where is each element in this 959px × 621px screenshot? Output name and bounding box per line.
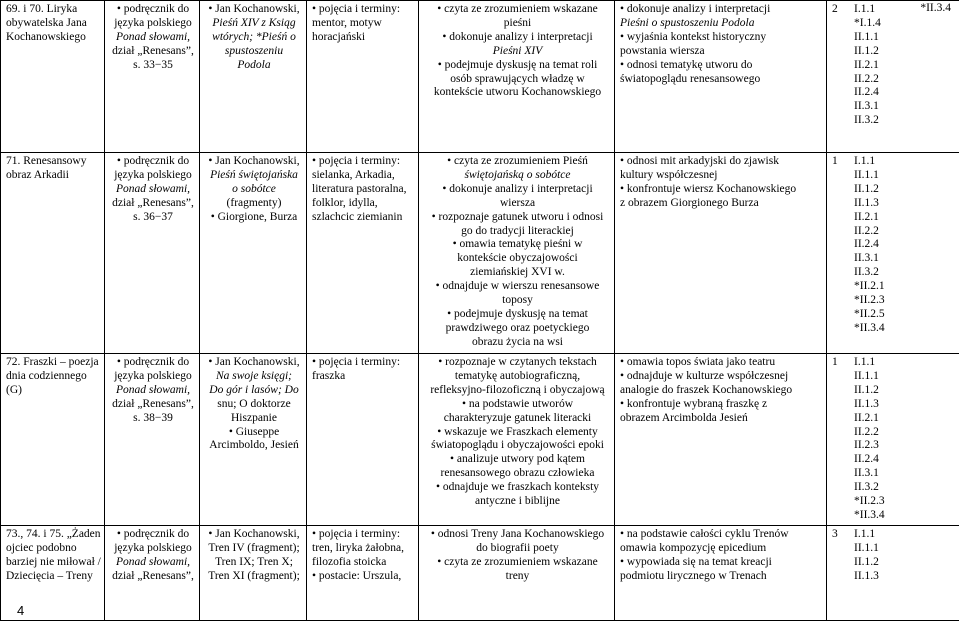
cell-text-line: I.1.1 xyxy=(854,155,885,169)
cell-text-line: 71. Renesansowy xyxy=(6,155,101,169)
cell-text-line: kultury współczesnej xyxy=(620,169,823,183)
cell-text-line: pieśni xyxy=(424,17,611,31)
lesson-hours: 2 xyxy=(832,3,854,17)
cell-text-line: • omawia topos świata jako teatru xyxy=(620,356,823,370)
cell-text-line: *II.2.1 xyxy=(854,280,885,294)
lesson-hours: 3 xyxy=(832,528,854,542)
extended-requirements-cell xyxy=(615,153,827,354)
terms-cell xyxy=(307,354,419,526)
lesson-hours: 1 xyxy=(832,155,854,169)
cell-text-line: (G) xyxy=(6,384,101,398)
cell-text-line: II.2.1 xyxy=(854,59,881,73)
cell-text-line: sielanka, Arkadia, xyxy=(312,169,415,183)
cell-text-line: Arcimboldo, Jesień xyxy=(205,439,303,453)
cell-text-line: • Jan Kochanowski, xyxy=(205,3,303,17)
cell-text-line: II.3.2 xyxy=(854,481,885,495)
cell-text-line: s. 36−37 xyxy=(110,211,196,225)
cell-text-line: • Jan Kochanowski, xyxy=(205,528,303,542)
cell-text-line: charakteryzuje gatunek literacki xyxy=(424,412,611,426)
requirement-codes xyxy=(854,155,885,336)
cell-text-line: II.2.1 xyxy=(854,412,885,426)
cell-text-line: dział „Renesans”, xyxy=(110,45,196,59)
cell-text-line: • podejmuje dyskusję na temat roli xyxy=(424,59,611,73)
cell-text-line: obrazu życia na wsi xyxy=(424,336,611,350)
header-code: *II.3.4 xyxy=(918,2,953,15)
cell-text-line: podmiotu lirycznego w Trenach xyxy=(620,570,823,584)
terms-cell xyxy=(307,153,419,354)
cell-text-line: go do tradycji literackiej xyxy=(424,225,611,239)
cell-text-line: wiersza xyxy=(424,197,611,211)
cell-text-line: 69. i 70. Liryka xyxy=(6,3,101,17)
cell-text-line: • dokonuje analizy i interpretacji xyxy=(424,31,611,45)
cell-text-line: Ponad słowami, xyxy=(110,384,196,398)
cell-text-line: II.1.3 xyxy=(854,398,885,412)
literary-texts-cell xyxy=(200,354,307,526)
cell-text-line: • czyta ze zrozumieniem wskazane xyxy=(424,556,611,570)
textbook-cell xyxy=(105,1,200,153)
cell-text-line: II.1.3 xyxy=(854,570,879,584)
activities-cell xyxy=(419,1,615,153)
cell-text-line: II.2.1 xyxy=(854,211,885,225)
cell-text-line: • podręcznik do xyxy=(110,528,196,542)
cell-text-line: Tren XI (fragment); xyxy=(205,570,303,584)
cell-text-line: II.1.2 xyxy=(854,183,885,197)
cell-text-line: II.2.4 xyxy=(854,238,885,252)
cell-text-line: • odnosi tematykę utworu do xyxy=(620,59,823,73)
extended-requirements-cell xyxy=(615,354,827,526)
cell-text-line: • omawia tematykę pieśni w xyxy=(424,238,611,252)
cell-text-line: I.1.1 xyxy=(854,528,879,542)
cell-text-line: Hiszpanie xyxy=(205,412,303,426)
cell-text-line: świętojańską o sobótce xyxy=(424,169,611,183)
cell-text-line: II.2.4 xyxy=(854,86,881,100)
cell-text-line: II.1.1 xyxy=(854,370,885,384)
cell-text-line: z obrazem Giorgionego Burza xyxy=(620,197,823,211)
cell-text-line: toposy xyxy=(424,294,611,308)
cell-text-line: II.3.1 xyxy=(854,467,885,481)
cell-text-line: II.3.2 xyxy=(854,266,885,280)
cell-text-line: • odnajduje w wierszu renesansowe xyxy=(424,280,611,294)
hours-requirements-cell xyxy=(827,354,959,526)
cell-text-line: o sobótce xyxy=(205,183,303,197)
cell-text-line: snu; O doktorze xyxy=(205,398,303,412)
cell-text-line: refleksyjno-filozoficzną i obyczajową xyxy=(424,384,611,398)
cell-text-line: II.3.2 xyxy=(854,114,881,128)
table-row xyxy=(1,1,959,153)
cell-text-line: renesansowego obrazu człowieka xyxy=(424,467,611,481)
cell-text-line: ojciec podobno xyxy=(6,542,101,556)
cell-text-line: Ponad słowami, xyxy=(110,183,196,197)
cell-text-line: • odnajduje w kulturze współczesnej xyxy=(620,370,823,384)
page-number: 4 xyxy=(17,603,24,618)
cell-text-line: Pieśni o spustoszeniu Podola xyxy=(620,17,823,31)
activities-cell xyxy=(419,354,615,526)
cell-text-line: tematykę autobiograficzną, xyxy=(424,370,611,384)
cell-text-line: Pieśni XIV xyxy=(424,45,611,59)
cell-text-line: spustoszeniu xyxy=(205,45,303,59)
cell-text-line: języka polskiego xyxy=(110,17,196,31)
hours-requirements-cell xyxy=(827,526,959,621)
cell-text-line: horacjański xyxy=(312,31,415,45)
cell-text-line: literatura pastoralna, xyxy=(312,183,415,197)
cell-text-line: *II.3.4 xyxy=(854,509,885,523)
cell-text-line: • konfrontuje wiersz Kochanowskiego xyxy=(620,183,823,197)
cell-text-line: prawdziwego oraz poetyckiego xyxy=(424,322,611,336)
cell-text-line: Tren IV (fragment); xyxy=(205,542,303,556)
cell-text-line: omawia kompozycję epicedium xyxy=(620,542,823,556)
cell-text-line: Kochanowskiego xyxy=(6,31,101,45)
requirement-codes xyxy=(854,528,879,584)
cell-text-line: II.1.2 xyxy=(854,384,885,398)
cell-text-line: II.1.1 xyxy=(854,542,879,556)
cell-text-line: dział „Renesans”, xyxy=(110,197,196,211)
cell-text-line: • konfrontuje wybraną fraszkę z xyxy=(620,398,823,412)
cell-text-line: analogie do fraszek Kochanowskiego xyxy=(620,384,823,398)
cell-text-line: tren, liryka żałobna, xyxy=(312,542,415,556)
cell-text-line: języka polskiego xyxy=(110,370,196,384)
cell-text-line: • analizuje utwory pod kątem xyxy=(424,453,611,467)
cell-text-line: • rozpoznaje w czytanych tekstach xyxy=(424,356,611,370)
cell-text-line: Ponad słowami, xyxy=(110,556,196,570)
cell-text-line: • Giuseppe xyxy=(205,426,303,440)
cell-text-line: II.2.4 xyxy=(854,453,885,467)
cell-text-line: obraz Arkadii xyxy=(6,169,101,183)
cell-text-line: • dokonuje analizy i interpretacji xyxy=(424,183,611,197)
cell-text-line: barziej nie miłował / xyxy=(6,556,101,570)
cell-text-line: kontekście utworu Kochanowskiego xyxy=(424,86,611,100)
lesson-topic-cell xyxy=(1,153,105,354)
cell-text-line: • dokonuje analizy i interpretacji xyxy=(620,3,823,17)
cell-text-line: • na podstawie utworów xyxy=(424,398,611,412)
cell-text-line: wtórych; *Pieśń o xyxy=(205,31,303,45)
cell-text-line: • Jan Kochanowski, xyxy=(205,356,303,370)
cell-text-line: • odnosi mit arkadyjski do zjawisk xyxy=(620,155,823,169)
cell-text-line: • podręcznik do xyxy=(110,155,196,169)
textbook-cell xyxy=(105,526,200,621)
cell-text-line: szlachcic ziemianin xyxy=(312,211,415,225)
cell-text-line: filozofia stoicka xyxy=(312,556,415,570)
cell-text-line: obywatelska Jana xyxy=(6,17,101,31)
cell-text-line: obrazem Arcimbolda Jesień xyxy=(620,412,823,426)
activities-cell xyxy=(419,526,615,621)
hours-requirements-cell xyxy=(827,153,959,354)
cell-text-line: światopoglądu i obyczajowości epoki xyxy=(424,439,611,453)
cell-text-line: 72. Fraszki – poezja xyxy=(6,356,101,370)
lesson-hours: 1 xyxy=(832,356,854,370)
cell-text-line: • podręcznik do xyxy=(110,3,196,17)
cell-text-line: • podejmuje dyskusję na temat xyxy=(424,308,611,322)
cell-text-line: folklor, idylla, xyxy=(312,197,415,211)
cell-text-line: Pieśń XIV z Ksiąg xyxy=(205,17,303,31)
table-row xyxy=(1,354,959,526)
cell-text-line: Pieśń świętojańska xyxy=(205,169,303,183)
cell-text-line: II.1.1 xyxy=(854,169,885,183)
textbook-cell xyxy=(105,153,200,354)
cell-text-line: *II.3.4 xyxy=(854,322,885,336)
cell-text-line: • Giorgione, Burza xyxy=(205,211,303,225)
cell-text-line: • Jan Kochanowski, xyxy=(205,155,303,169)
lesson-topic-cell xyxy=(1,1,105,153)
literary-texts-cell xyxy=(200,1,307,153)
cell-text-line: języka polskiego xyxy=(110,169,196,183)
cell-text-line: • rozpoznaje gatunek utworu i odnosi xyxy=(424,211,611,225)
cell-text-line: • czyta ze zrozumieniem Pieśń xyxy=(424,155,611,169)
cell-text-line: • postacie: Urszula, xyxy=(312,570,415,584)
cell-text-line: • podręcznik do xyxy=(110,356,196,370)
literary-texts-cell xyxy=(200,153,307,354)
cell-text-line: osób sprawujących władzę w xyxy=(424,73,611,87)
cell-text-line: • odnosi Treny Jana Kochanowskiego xyxy=(424,528,611,542)
cell-text-line: • pojęcia i terminy: xyxy=(312,528,415,542)
cell-text-line: • na podstawie całości cyklu Trenów xyxy=(620,528,823,542)
cell-text-line: *II.2.3 xyxy=(854,294,885,308)
cell-text-line: do biografii poety xyxy=(424,542,611,556)
cell-text-line: mentor, motyw xyxy=(312,17,415,31)
cell-text-line: fraszka xyxy=(312,370,415,384)
cell-text-line: s. 38−39 xyxy=(110,412,196,426)
hours-requirements-cell xyxy=(827,1,959,153)
terms-cell xyxy=(307,1,419,153)
cell-text-line: II.3.1 xyxy=(854,252,885,266)
cell-text-line: s. 33−35 xyxy=(110,59,196,73)
cell-text-line: II.2.2 xyxy=(854,225,885,239)
cell-text-line: II.1.3 xyxy=(854,197,885,211)
table-row xyxy=(1,526,959,621)
requirement-codes xyxy=(854,356,885,523)
cell-text-line: ziemiańskiej XVI w. xyxy=(424,266,611,280)
cell-text-line: 73., 74. i 75. „Żaden xyxy=(6,528,101,542)
cell-text-line: *I.1.4 xyxy=(854,17,881,31)
cell-text-line: II.1.1 xyxy=(854,31,881,45)
cell-text-line: antyczne i biblijne xyxy=(424,495,611,509)
cell-text-line: • wyjaśnia kontekst historyczny xyxy=(620,31,823,45)
cell-text-line: *II.2.5 xyxy=(854,308,885,322)
lesson-plan-body xyxy=(1,1,959,621)
cell-text-line: światopoglądu renesansowego xyxy=(620,73,823,87)
cell-text-line: • pojęcia i terminy: xyxy=(312,356,415,370)
table-row xyxy=(1,153,959,354)
cell-text-line: II.1.2 xyxy=(854,45,881,59)
cell-text-line: I.1.1 xyxy=(854,3,881,17)
cell-text-line: *II.2.3 xyxy=(854,495,885,509)
cell-text-line: • wypowiada się na temat kreacji xyxy=(620,556,823,570)
cell-text-line: • pojęcia i terminy: xyxy=(312,155,415,169)
terms-cell xyxy=(307,526,419,621)
cell-text-line: kontekście obyczajowości xyxy=(424,252,611,266)
literary-texts-cell xyxy=(200,526,307,621)
cell-text-line: • wskazuje we Fraszkach elementy xyxy=(424,426,611,440)
cell-text-line: • pojęcia i terminy: xyxy=(312,3,415,17)
cell-text-line: dział „Renesans”, xyxy=(110,570,196,584)
cell-text-line: (fragmenty) xyxy=(205,197,303,211)
cell-text-line: dział „Renesans”, xyxy=(110,398,196,412)
cell-text-line: Do gór i lasów; Do xyxy=(205,384,303,398)
textbook-cell xyxy=(105,354,200,526)
lesson-topic-cell xyxy=(1,354,105,526)
cell-text-line: II.3.1 xyxy=(854,100,881,114)
cell-text-line: II.1.2 xyxy=(854,556,879,570)
cell-text-line: II.2.3 xyxy=(854,439,885,453)
cell-text-line: Podola xyxy=(205,59,303,73)
cell-text-line: Ponad słowami, xyxy=(110,31,196,45)
cell-text-line: powstania wiersza xyxy=(620,45,823,59)
cell-text-line: Na swoje księgi; xyxy=(205,370,303,384)
extended-requirements-cell xyxy=(615,526,827,621)
extended-requirements-cell xyxy=(615,1,827,153)
cell-text-line: języka polskiego xyxy=(110,542,196,556)
cell-text-line: II.2.2 xyxy=(854,73,881,87)
cell-text-line: treny xyxy=(424,570,611,584)
cell-text-line: • czyta ze zrozumieniem wskazane xyxy=(424,3,611,17)
cell-text-line: • odnajduje we fraszkach konteksty xyxy=(424,481,611,495)
requirement-codes xyxy=(854,3,881,128)
cell-text-line: I.1.1 xyxy=(854,356,885,370)
cell-text-line: Dziecięcia – Treny xyxy=(6,570,101,584)
cell-text-line: Tren IX; Tren X; xyxy=(205,556,303,570)
cell-text-line: II.2.2 xyxy=(854,426,885,440)
activities-cell xyxy=(419,153,615,354)
cell-text-line: dnia codziennego xyxy=(6,370,101,384)
